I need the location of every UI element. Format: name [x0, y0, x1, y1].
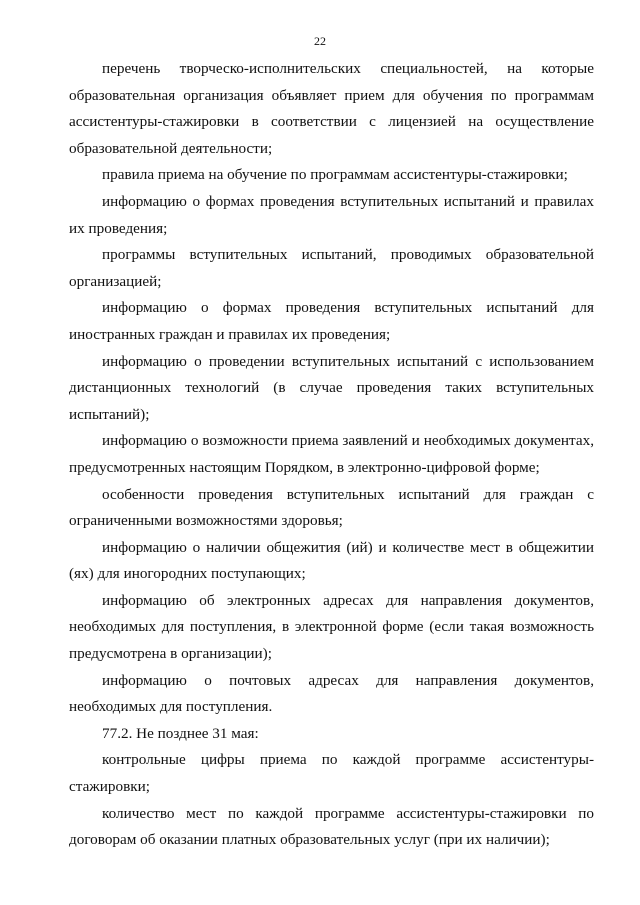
paragraph-email-addresses: информацию об электронных адресах для направления документов, необходимых для поступления, в электронной форме (если такая возможность предусмотрена в организации);	[69, 591, 594, 663]
paragraph-postal-addresses: информацию о почтовых адресах для направления документов, необходимых для поступления.	[69, 671, 594, 716]
document-body	[69, 56, 594, 854]
paragraph-paid-places: количество мест по каждой программе ассистентуры-стажировки по договорам об оказании платных образовательных услуг (при их наличии);	[69, 804, 594, 849]
paragraph-disability-exams: особенности проведения вступительных испытаний для граждан с ограниченными возможностями здоровья;	[69, 485, 594, 530]
paragraph-remote-exams: информацию о проведении вступительных испытаний с использованием дистанционных технологий (в случае проведения таких вступительных испытаний);	[69, 352, 594, 423]
paragraph-foreign-exam-forms: информацию о формах проведения вступительных испытаний для иностранных граждан и правилах их проведения;	[69, 299, 594, 343]
paragraph-admission-rules: правила приема на обучение по программам ассистентуры-стажировки;	[102, 166, 568, 184]
paragraph-exam-forms: информацию о формах проведения вступительных испытаний и правилах их проведения;	[69, 192, 594, 237]
paragraph-specialties-list: перечень творческо-исполнительских специальностей, на которые образовательная организация объявляет прием для обучения по программам ассистентуры-стажировки в соответствии с лицензией на осуществление образовательной деятельности;	[69, 60, 594, 157]
paragraph-exam-programs: программы вступительных испытаний, проводимых образовательной организацией;	[69, 246, 594, 290]
paragraph-dormitory: информацию о наличии общежития (ий) и количестве мест в общежитии (ях) для иногородних поступающих;	[69, 538, 594, 583]
paragraph-electronic-applications: информацию о возможности приема заявлений и необходимых документах, предусмотренных настоящим Порядком, в электронно-цифровой форме;	[69, 432, 594, 476]
paragraph-control-figures: контрольные цифры приема по каждой программе ассистентуры-стажировки;	[69, 751, 594, 796]
paragraph-section-77-2: 77.2. Не позднее 31 мая:	[102, 724, 259, 742]
page-number: 22	[314, 34, 326, 48]
